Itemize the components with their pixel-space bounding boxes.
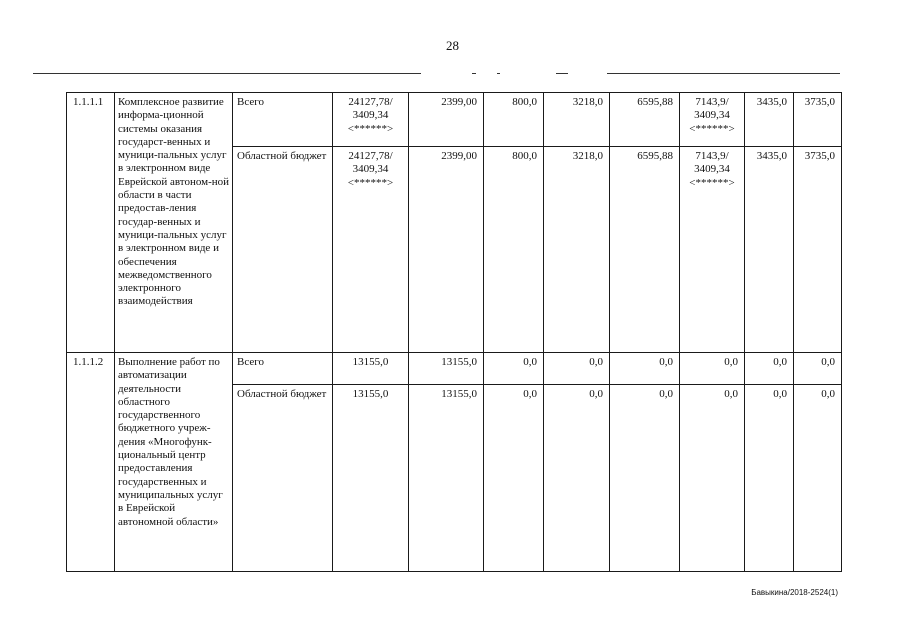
row-name: Комплексное развитие информа-ционной системы оказания государст-венных и муници-пальных услуг в электронном виде Еврейской автоном-ной области в части предостав-ления государ-венных и муници-пальных услуг в электронном виде и обеспечения межведомственного электронного взаимодействия <box>115 93 233 353</box>
total-cell: 24127,78/ 3409,34 <******> <box>333 147 409 353</box>
value-cell: 7143,9/ 3409,34 <******> <box>680 147 745 353</box>
header-rule-fragment <box>556 73 568 74</box>
value-cell: 0,0 <box>794 353 842 385</box>
header-rule-fragment <box>497 73 500 74</box>
header-rule <box>33 73 421 74</box>
value-cell: 0,0 <box>610 385 680 572</box>
row-code: 1.1.1.1 <box>67 93 115 353</box>
funding-source: Всего <box>233 93 333 147</box>
value-cell: 0,0 <box>680 353 745 385</box>
value-cell: 0,0 <box>680 385 745 572</box>
value-cell: 0,0 <box>745 385 794 572</box>
row-code: 1.1.1.2 <box>67 353 115 572</box>
value-cell: 2399,00 <box>409 147 484 353</box>
table-row <box>67 353 842 385</box>
value-cell: 0,0 <box>484 385 544 572</box>
total-cell: 24127,78/ 3409,34 <******> <box>333 93 409 147</box>
value-cell: 800,0 <box>484 147 544 353</box>
table-row <box>67 93 842 147</box>
value-cell: 13155,0 <box>409 353 484 385</box>
value-cell: 7143,9/ 3409,34 <******> <box>680 93 745 147</box>
row-name: Выполнение работ по автоматизации деятельности областного государственного бюджетного учреж-дения «Многофунк-циональный центр предоставления государственных и муниципальных услуг в Еврейской автономной области» <box>115 353 233 572</box>
header-rule-fragment <box>472 73 476 74</box>
header-rule <box>607 73 840 74</box>
value-cell: 0,0 <box>544 385 610 572</box>
value-cell: 0,0 <box>544 353 610 385</box>
value-cell: 0,0 <box>484 353 544 385</box>
funding-source: Областной бюджет <box>233 147 333 353</box>
financing-table <box>66 92 842 572</box>
value-cell: 3218,0 <box>544 147 610 353</box>
value-cell: 3218,0 <box>544 93 610 147</box>
funding-source: Областной бюджет <box>233 385 333 572</box>
value-cell: 13155,0 <box>409 385 484 572</box>
value-cell: 3435,0 <box>745 147 794 353</box>
value-cell: 0,0 <box>794 385 842 572</box>
page-number: 28 <box>446 38 459 53</box>
document-reference: Бавыкина/2018-2524(1) <box>751 588 838 597</box>
total-cell: 13155,0 <box>333 385 409 572</box>
total-cell: 13155,0 <box>333 353 409 385</box>
value-cell: 0,0 <box>610 353 680 385</box>
value-cell: 3735,0 <box>794 147 842 353</box>
value-cell: 6595,88 <box>610 147 680 353</box>
value-cell: 0,0 <box>745 353 794 385</box>
funding-source: Всего <box>233 353 333 385</box>
value-cell: 3435,0 <box>745 93 794 147</box>
value-cell: 2399,00 <box>409 93 484 147</box>
value-cell: 800,0 <box>484 93 544 147</box>
value-cell: 6595,88 <box>610 93 680 147</box>
value-cell: 3735,0 <box>794 93 842 147</box>
